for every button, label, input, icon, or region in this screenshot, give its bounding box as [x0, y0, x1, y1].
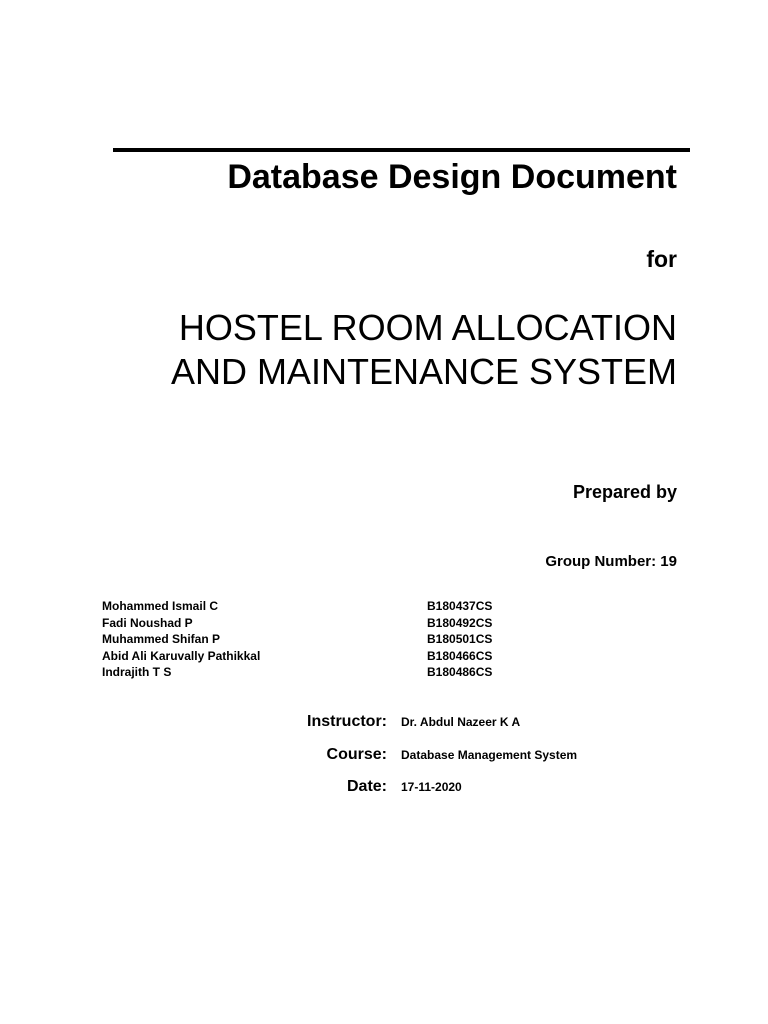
instructor-value: Dr. Abdul Nazeer K A [401, 715, 521, 729]
member-row [102, 648, 522, 665]
project-title-line-2: AND MAINTENANCE SYSTEM [170, 351, 677, 392]
prepared-by-label: Prepared by [572, 482, 677, 502]
instructor-row [0, 710, 768, 743]
member-name: Abid Ali Karuvally Pathikkal [102, 648, 261, 663]
member-name: Muhammed Shifan P [102, 632, 221, 646]
member-row [102, 664, 522, 681]
member-row [102, 615, 522, 632]
course-value: Database Management System [401, 747, 578, 762]
member-roll-number: B180466CS [427, 648, 493, 663]
course-row [0, 743, 768, 776]
date-value: 17-11-2020 [401, 780, 462, 794]
member-roll-number: B180492CS [427, 615, 493, 630]
member-row [102, 598, 522, 615]
member-name: Mohammed Ismail C [102, 599, 219, 613]
instructor-label: Instructor: [307, 713, 387, 730]
project-title [171, 306, 677, 394]
member-row [102, 631, 522, 648]
member-name: Fadi Noushad P [102, 615, 193, 630]
project-title-line-1: HOSTEL ROOM ALLOCATION [178, 307, 677, 348]
course-info [0, 710, 768, 808]
document-title: Database Design Document [227, 158, 677, 196]
member-roll-number: B180437CS [427, 599, 493, 613]
for-label: for [646, 246, 677, 272]
group-number: Group Number: 19 [545, 553, 677, 570]
date-row [0, 775, 768, 808]
member-roll-number: B180486CS [427, 665, 493, 679]
title-rule [113, 148, 690, 152]
course-label: Course: [326, 745, 387, 763]
member-list [102, 598, 522, 681]
member-name: Indrajith T S [102, 665, 172, 679]
member-roll-number: B180501CS [427, 632, 493, 646]
date-label: Date: [346, 778, 387, 795]
